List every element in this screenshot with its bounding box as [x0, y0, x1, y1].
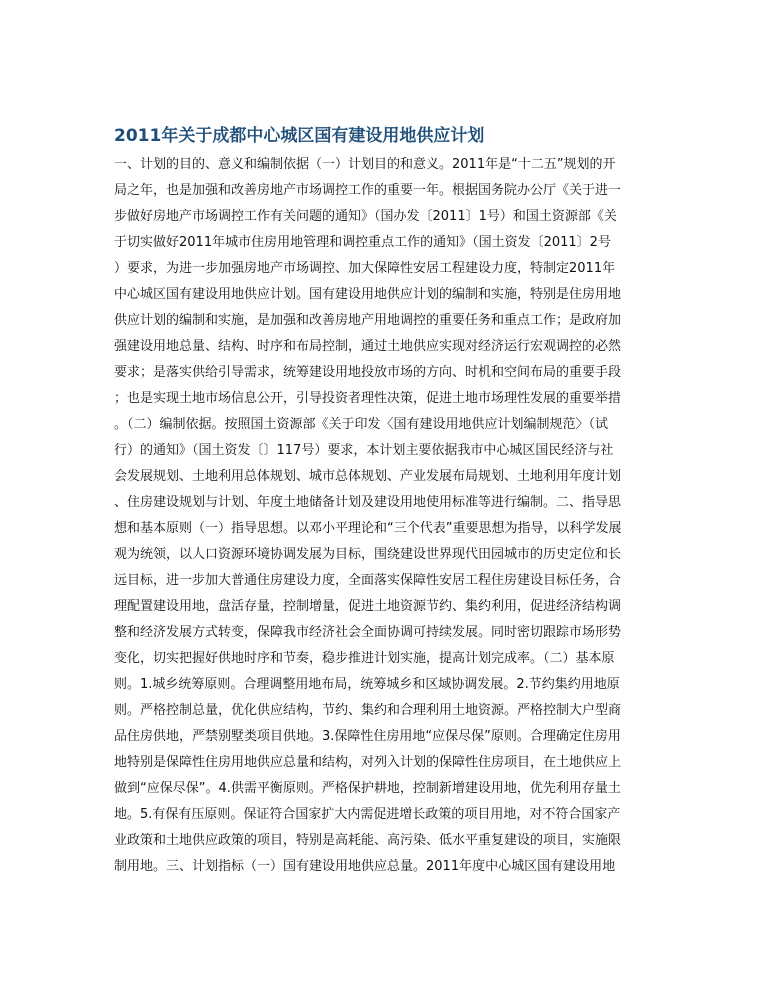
body-line: 会发展规划、土地利用总体规划、城市总体规划、产业发展布局规划、土地利用年度计划: [114, 469, 622, 484]
body-line: 变化，切实把握好供地时序和节奏，稳步推进计划实施，提高计划完成率。（二）基本原: [114, 651, 615, 666]
body-line: 强建设用地总量、结构、时序和布局控制，通过土地供应实现对经济运行宏观调控的必然: [114, 339, 622, 354]
body-line: 则。1.城乡统筹原则。合理调整用地布局，统筹城乡和区域协调发展。2.节约集约用地原: [114, 677, 620, 692]
body-line: 一、计划的目的、意义和编制依据（一）计划目的和意义。2011年是“十二五”规划的开: [114, 157, 616, 172]
body-line: 做到“应保尽保”。4.供需平衡原则。严格保护耕地，控制新增建设用地，优先利用存量土: [114, 781, 621, 796]
body-line: 步做好房地产市场调控工作有关问题的通知》（国办发〔2011〕1号）和国土资源部《关: [114, 209, 617, 224]
body-line: 地特别是保障性住房用地供应总量和结构，对列入计划的保障性住房项目，在土地供应上: [114, 755, 622, 770]
body-line: 、住房建设规划与计划、年度土地储备计划及建设用地使用标准等进行编制。二、指导思: [114, 495, 622, 510]
body-line: 局之年，也是加强和改善房地产市场调控工作的重要一年。根据国务院办公厅《关于进一: [114, 183, 622, 198]
body-line: 整和经济发展方式转变，保障我市经济社会全面协调可持续发展。同时密切跟踪市场形势: [114, 625, 622, 640]
body-line: 供应计划的编制和实施，是加强和改善房地产用地调控的重要任务和重点工作；是政府加: [114, 313, 622, 328]
body-line: 则。严格控制总量，优化供应结构，节约、集约和合理利用土地资源。严格控制大户型商: [114, 703, 622, 718]
body-line: 制用地。三、计划指标（一）国有建设用地供应总量。2011年度中心城区国有建设用地: [114, 859, 616, 874]
body-line: 理配置建设用地，盘活存量，控制增量，促进土地资源节约、集约利用，促进经济结构调: [114, 599, 622, 614]
document-title: 2011年关于成都中心城区国有建设用地供应计划: [114, 126, 485, 146]
body-line: 观为统领，以人口资源环境协调发展为目标，围绕建设世界现代田园城市的历史定位和长: [114, 547, 622, 562]
body-line: 。（二）编制依据。按照国土资源部《关于印发〈国有建设用地供应计划编制规范〉（试: [114, 417, 609, 432]
body-line: 地。5.有保有压原则。保证符合国家扩大内需促进增长政策的项目用地，对不符合国家产: [114, 807, 621, 822]
document-body: [114, 152, 654, 880]
body-line: 要求；是落实供给引导需求，统筹建设用地投放市场的方向、时机和空间布局的重要手段: [114, 365, 622, 380]
body-line: 品住房供地，严禁别墅类项目供地。3.保障性住房用地“应保尽保”原则。合理确定住房用: [114, 729, 621, 744]
body-line: 于切实做好2011年城市住房用地管理和调控重点工作的通知》（国土资发〔2011〕2号: [114, 235, 611, 250]
body-line: 中心城区国有建设用地供应计划。国有建设用地供应计划的编制和实施，特别是住房用地: [114, 287, 622, 302]
body-line: ；也是实现土地市场信息公开，引导投资者理性决策，促进土地市场理性发展的重要举措: [114, 391, 622, 406]
body-line: 业政策和土地供应政策的项目，特别是高耗能、高污染、低水平重复建设的项目，实施限: [114, 833, 622, 848]
body-line: ）要求，为进一步加强房地产市场调控、加大保障性安居工程建设力度，特制定2011年: [114, 261, 616, 276]
body-line: 行）的通知》（国土资发〔〕117号）要求，本计划主要依据我市中心城区国民经济与社: [114, 443, 614, 458]
body-line: 想和基本原则（一）指导思想。以邓小平理论和“三个代表”重要思想为指导，以科学发展: [114, 521, 622, 536]
body-line: 远目标，进一步加大普通住房建设力度，全面落实保障性安居工程住房建设目标任务，合: [114, 573, 622, 588]
document-page: [114, 124, 654, 880]
